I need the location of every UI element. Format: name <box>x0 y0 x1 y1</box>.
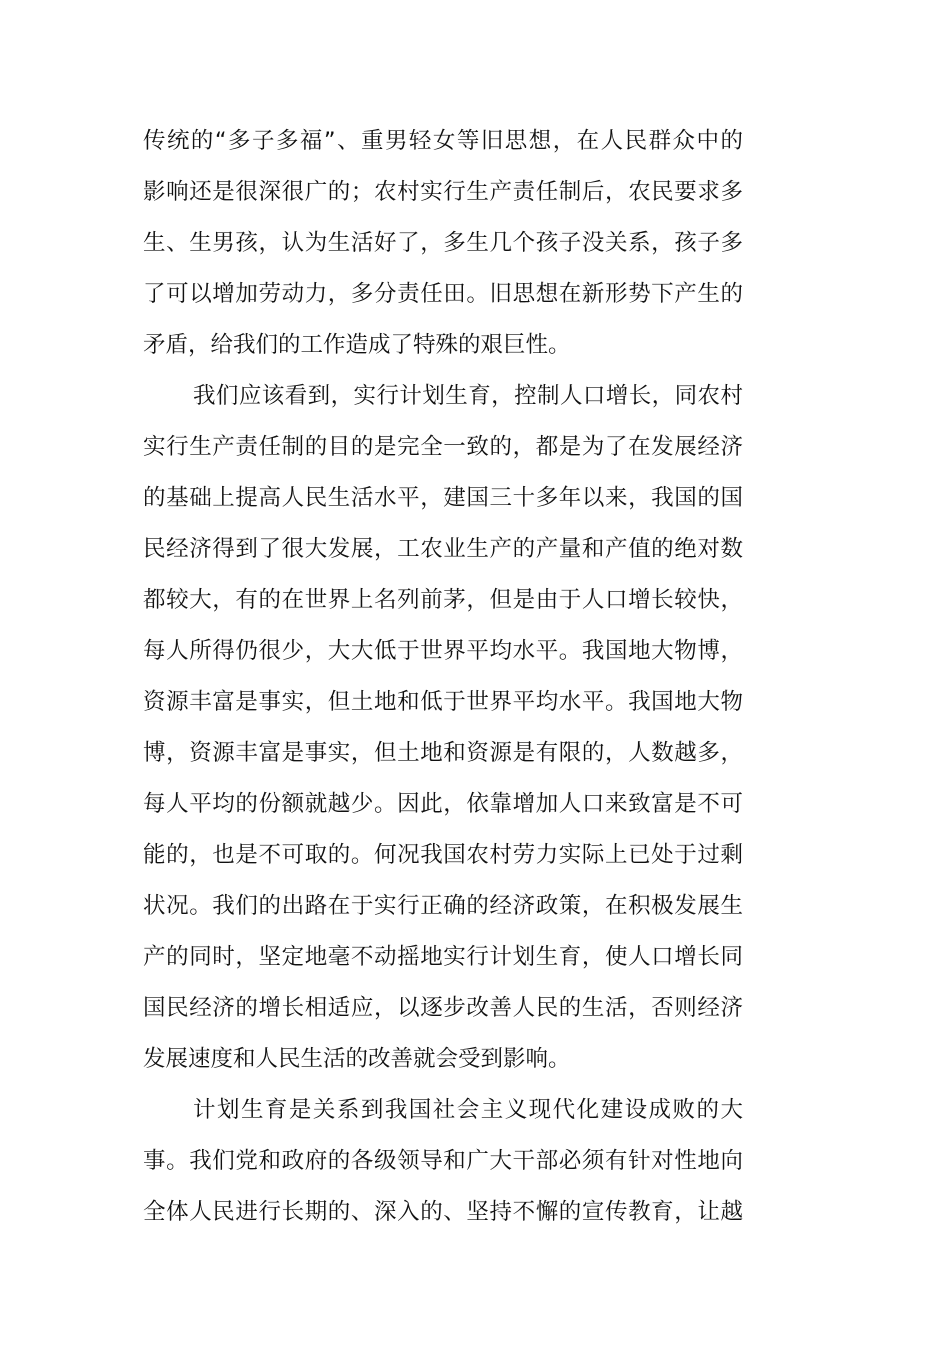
text-line: 都较大，有的在世界上名列前茅，但是由于人口增长较快， <box>143 587 743 613</box>
text-line: 产的同时，坚定地毫不动摇地实行计划生育，使人口增长同 <box>143 944 743 970</box>
text-line: 实行生产责任制的目的是完全一致的，都是为了在发展经济 <box>143 434 743 460</box>
text-line: 能的，也是不可取的。何况我国农村劳力实际上已处于过剩 <box>143 842 743 868</box>
text-line: 每人所得仍很少，大大低于世界平均水平。我国地大物博， <box>143 638 743 664</box>
text-line: 生、生男孩，认为生活好了，多生几个孩子没关系，孩子多 <box>143 230 743 256</box>
text-line: 我们应该看到，实行计划生育，控制人口增长，同农村 <box>193 383 743 409</box>
text-line: 传统的“多子多福”、重男轻女等旧思想，在人民群众中的 <box>143 128 743 154</box>
text-line: 了可以增加劳动力，多分责任田。旧思想在新形势下产生的 <box>143 281 743 307</box>
text-line: 博，资源丰富是事实，但土地和资源是有限的，人数越多， <box>143 740 743 766</box>
text-line: 民经济得到了很大发展，工农业生产的产量和产值的绝对数 <box>143 536 743 562</box>
text-line: 的基础上提高人民生活水平，建国三十多年以来，我国的国 <box>143 485 743 511</box>
text-line: 影响还是很深很广的；农村实行生产责任制后，农民要求多 <box>143 179 743 205</box>
text-line: 状况。我们的出路在于实行正确的经济政策，在积极发展生 <box>143 893 743 919</box>
text-line: 资源丰富是事实，但土地和低于世界平均水平。我国地大物 <box>143 689 743 715</box>
text-line: 发展速度和人民生活的改善就会受到影响。 <box>143 1046 571 1072</box>
text-line: 矛盾，给我们的工作造成了特殊的艰巨性。 <box>143 332 571 358</box>
text-line: 国民经济的增长相适应，以逐步改善人民的生活，否则经济 <box>143 995 743 1021</box>
text-line: 每人平均的份额就越少。因此，依靠增加人口来致富是不可 <box>143 791 743 817</box>
text-line: 全体人民进行长期的、深入的、坚持不懈的宣传教育，让越 <box>143 1199 743 1225</box>
text-line: 事。我们党和政府的各级领导和广大干部必须有针对性地向 <box>143 1148 743 1174</box>
text-line: 计划生育是关系到我国社会主义现代化建设成败的大 <box>193 1097 743 1123</box>
